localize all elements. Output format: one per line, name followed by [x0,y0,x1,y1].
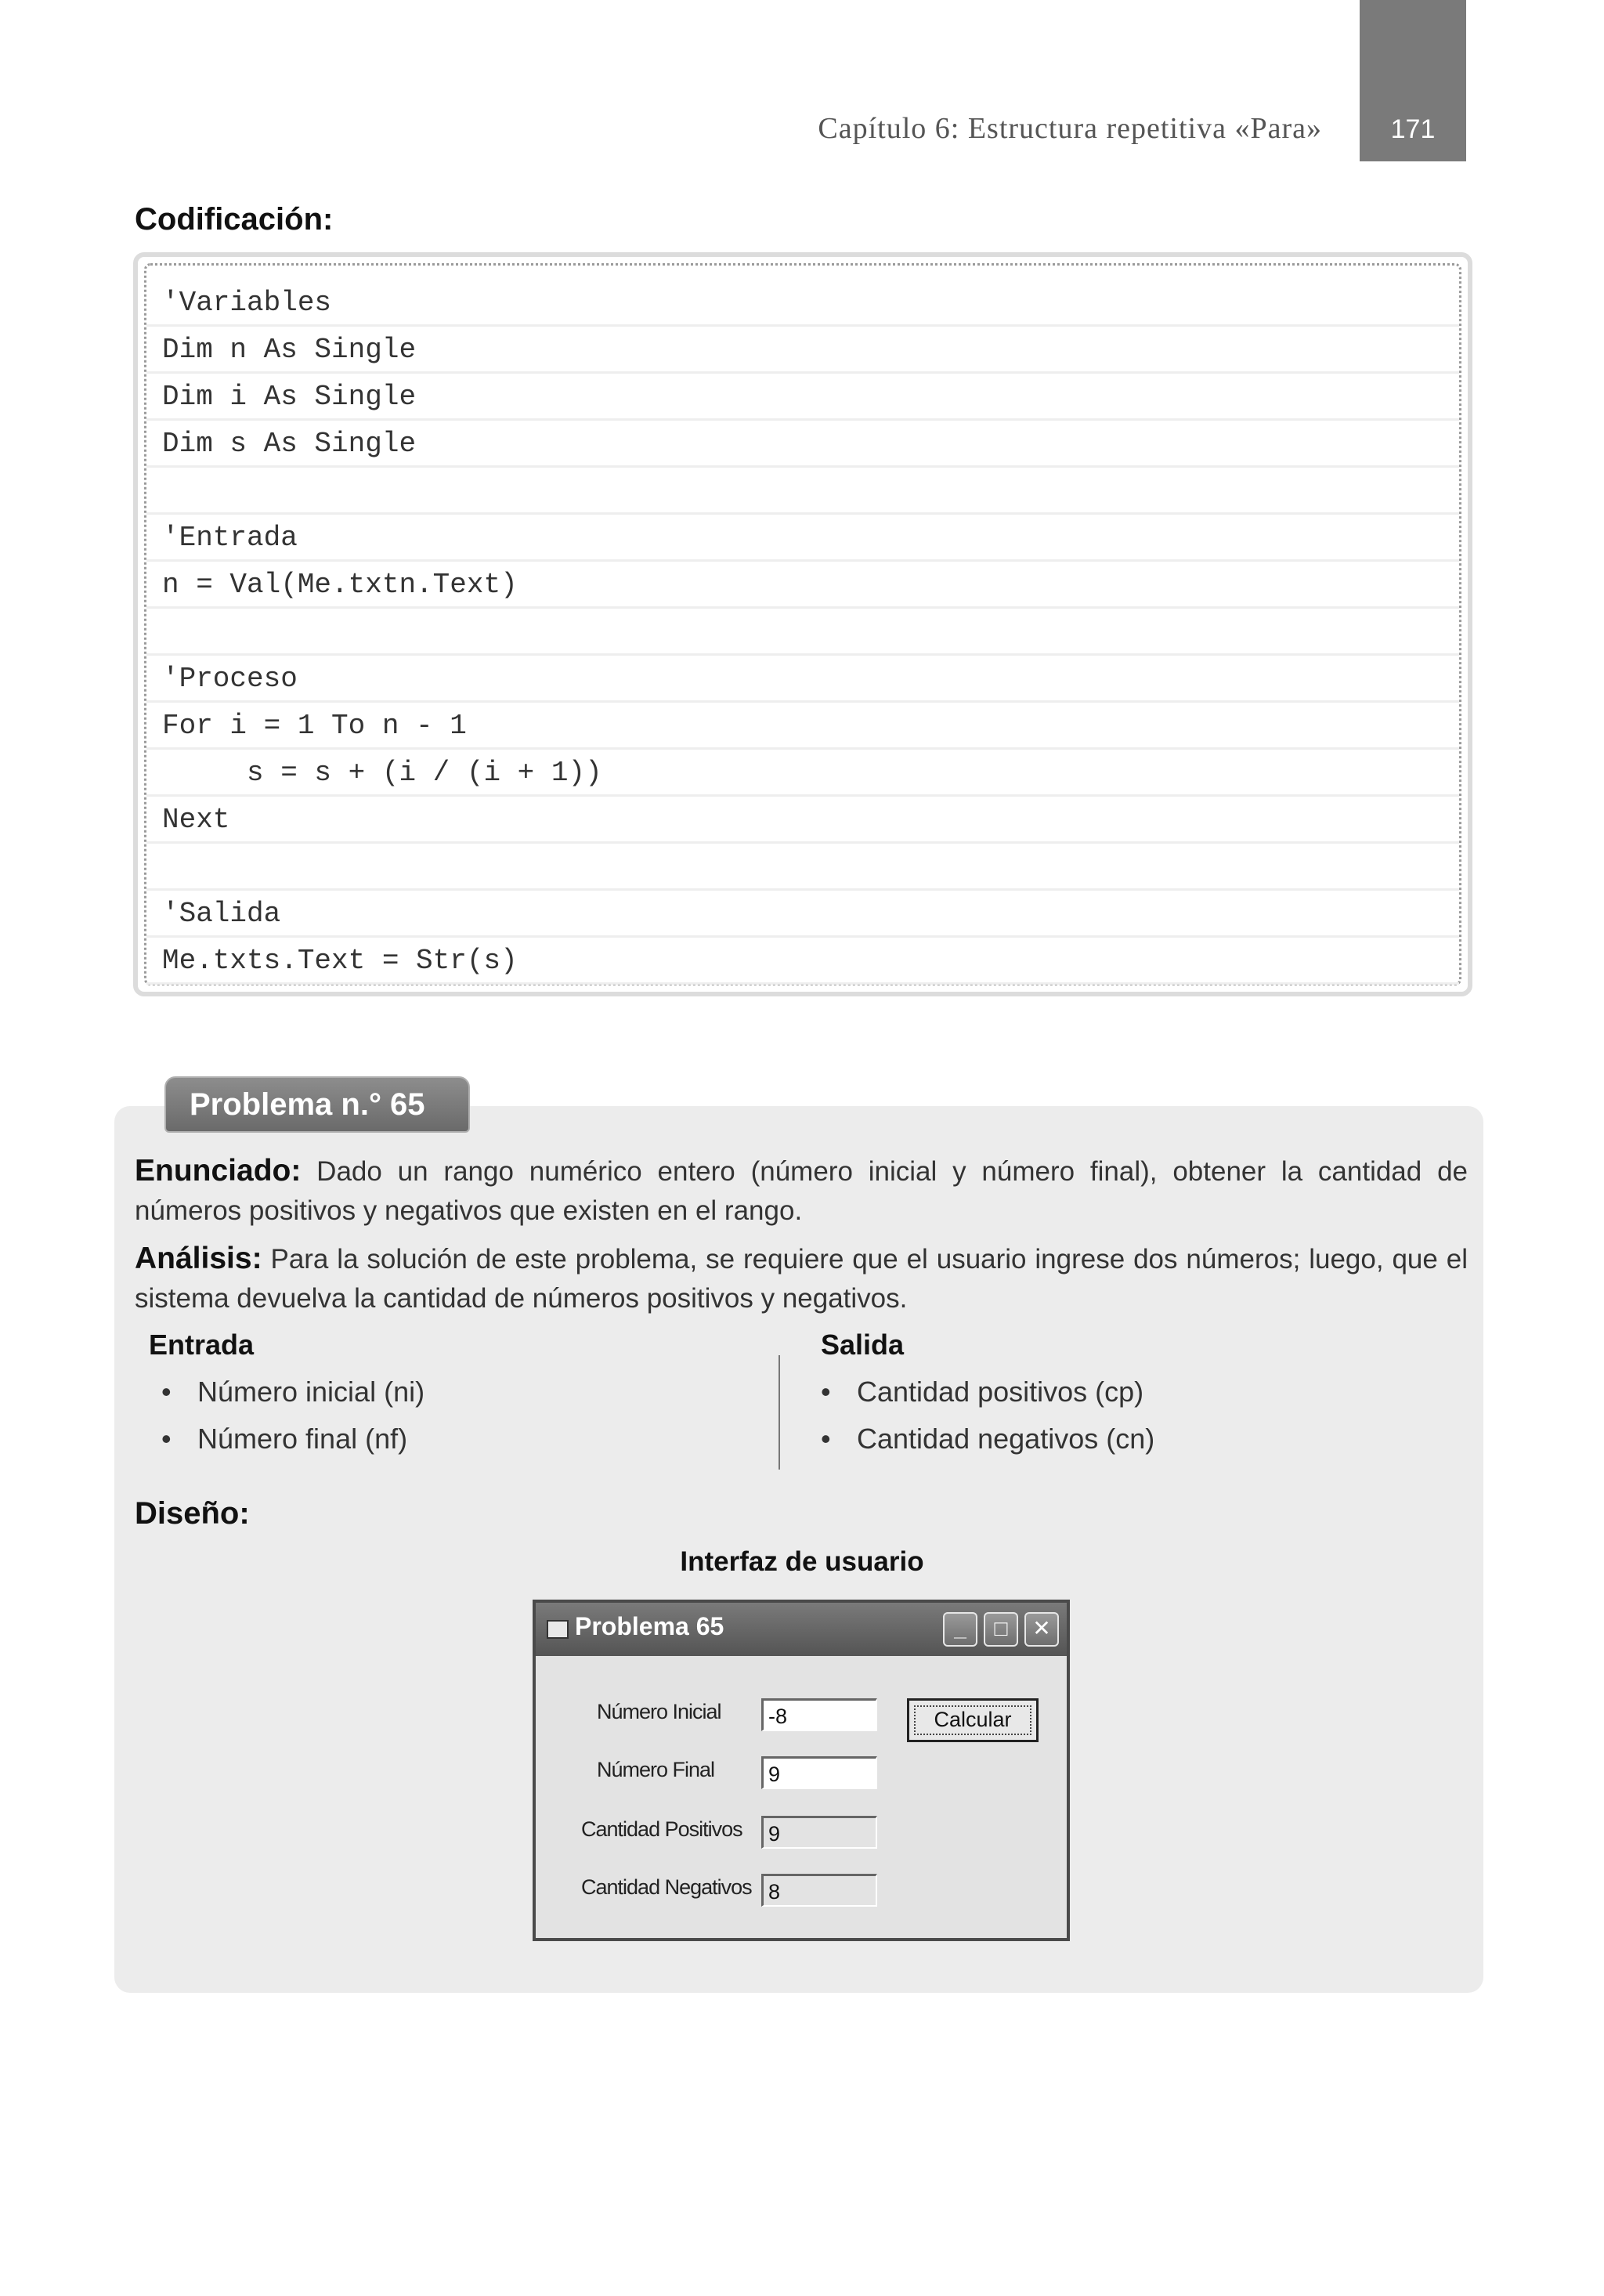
code-line: Dim n As Single [146,327,1459,374]
statement-text: Dado un rango numérico entero (número inicial y número final), obtener la cantidad de números positivos y negativos que existen en el rango. [135,1156,1468,1226]
positive-count-output: 9 [761,1816,877,1849]
initial-number-label: Número Inicial [597,1700,721,1723]
bullet-icon: • [161,1423,172,1455]
output-item [821,1376,1143,1408]
negative-count-output: 8 [761,1874,877,1907]
final-number-label: Número Final [597,1758,715,1781]
code-block [133,252,1472,996]
dialog-title: Problema 65 [575,1612,724,1640]
chapter-title: Capítulo 6: Estructura repetitiva «Para» [818,112,1322,145]
code-line: 'Proceso [146,656,1459,703]
minimize-button[interactable]: _ [943,1612,977,1647]
initial-number-input[interactable]: -8 [761,1698,877,1731]
code-line [146,609,1459,656]
input-item [161,1423,407,1455]
window-icon [547,1620,569,1639]
code-line: For i = 1 To n - 1 [146,703,1459,750]
code-line: n = Val(Me.txtn.Text) [146,562,1459,609]
column-divider [779,1355,780,1470]
design-heading: Diseño: [135,1496,250,1531]
maximize-button[interactable]: □ [984,1612,1018,1647]
code-line: 'Entrada [146,515,1459,562]
bullet-icon: • [821,1376,831,1408]
output-item-label: Cantidad positivos (cp) [857,1376,1144,1408]
output-column-title: Salida [821,1329,905,1361]
calculate-button[interactable] [907,1698,1039,1742]
code-line [146,468,1459,515]
output-item-label: Cantidad negativos (cn) [857,1423,1155,1455]
code-line: 'Salida [146,891,1459,938]
bullet-icon: • [821,1423,831,1455]
analysis-paragraph [135,1239,1468,1318]
input-item-label: Número final (nf) [197,1423,408,1455]
input-item [161,1376,424,1408]
page-number: 171 [1390,114,1436,144]
coding-heading: Codificación: [135,202,334,237]
code-line: Dim i As Single [146,374,1459,421]
code-line: Me.txts.Text = Str(s) [146,938,1459,985]
bullet-icon: • [161,1376,172,1408]
dialog-window [533,1600,1070,1941]
negative-count-label: Cantidad Negativos [581,1875,752,1899]
dialog-titlebar[interactable] [536,1603,1067,1656]
calculate-button-label: Calcular [934,1708,1012,1731]
problem-tag: Problema n.° 65 [164,1076,470,1133]
input-column-title: Entrada [149,1329,255,1361]
code-line: Next [146,797,1459,844]
code-line: Dim s As Single [146,421,1459,468]
statement-paragraph [135,1152,1468,1231]
code-line [146,844,1459,891]
output-item [821,1423,1154,1455]
ui-label: Interfaz de usuario [680,1546,924,1577]
positive-count-label: Cantidad Positivos [581,1817,742,1841]
code-line: 'Variables [146,280,1459,327]
close-button[interactable]: ✕ [1024,1612,1059,1647]
analysis-label: Análisis: [135,1242,262,1275]
analysis-text: Para la solución de este problema, se requiere que el usuario ingrese dos números; luego, que el sistema devuelva la cantidad de números positivos y negativos. [135,1244,1468,1314]
button-focus-ring [914,1705,1031,1735]
code-line: s = s + (i / (i + 1)) [146,750,1459,797]
statement-label: Enunciado: [135,1154,302,1188]
input-item-label: Número inicial (ni) [197,1376,425,1408]
final-number-input[interactable]: 9 [761,1756,877,1789]
code-block-inner [144,263,1461,985]
